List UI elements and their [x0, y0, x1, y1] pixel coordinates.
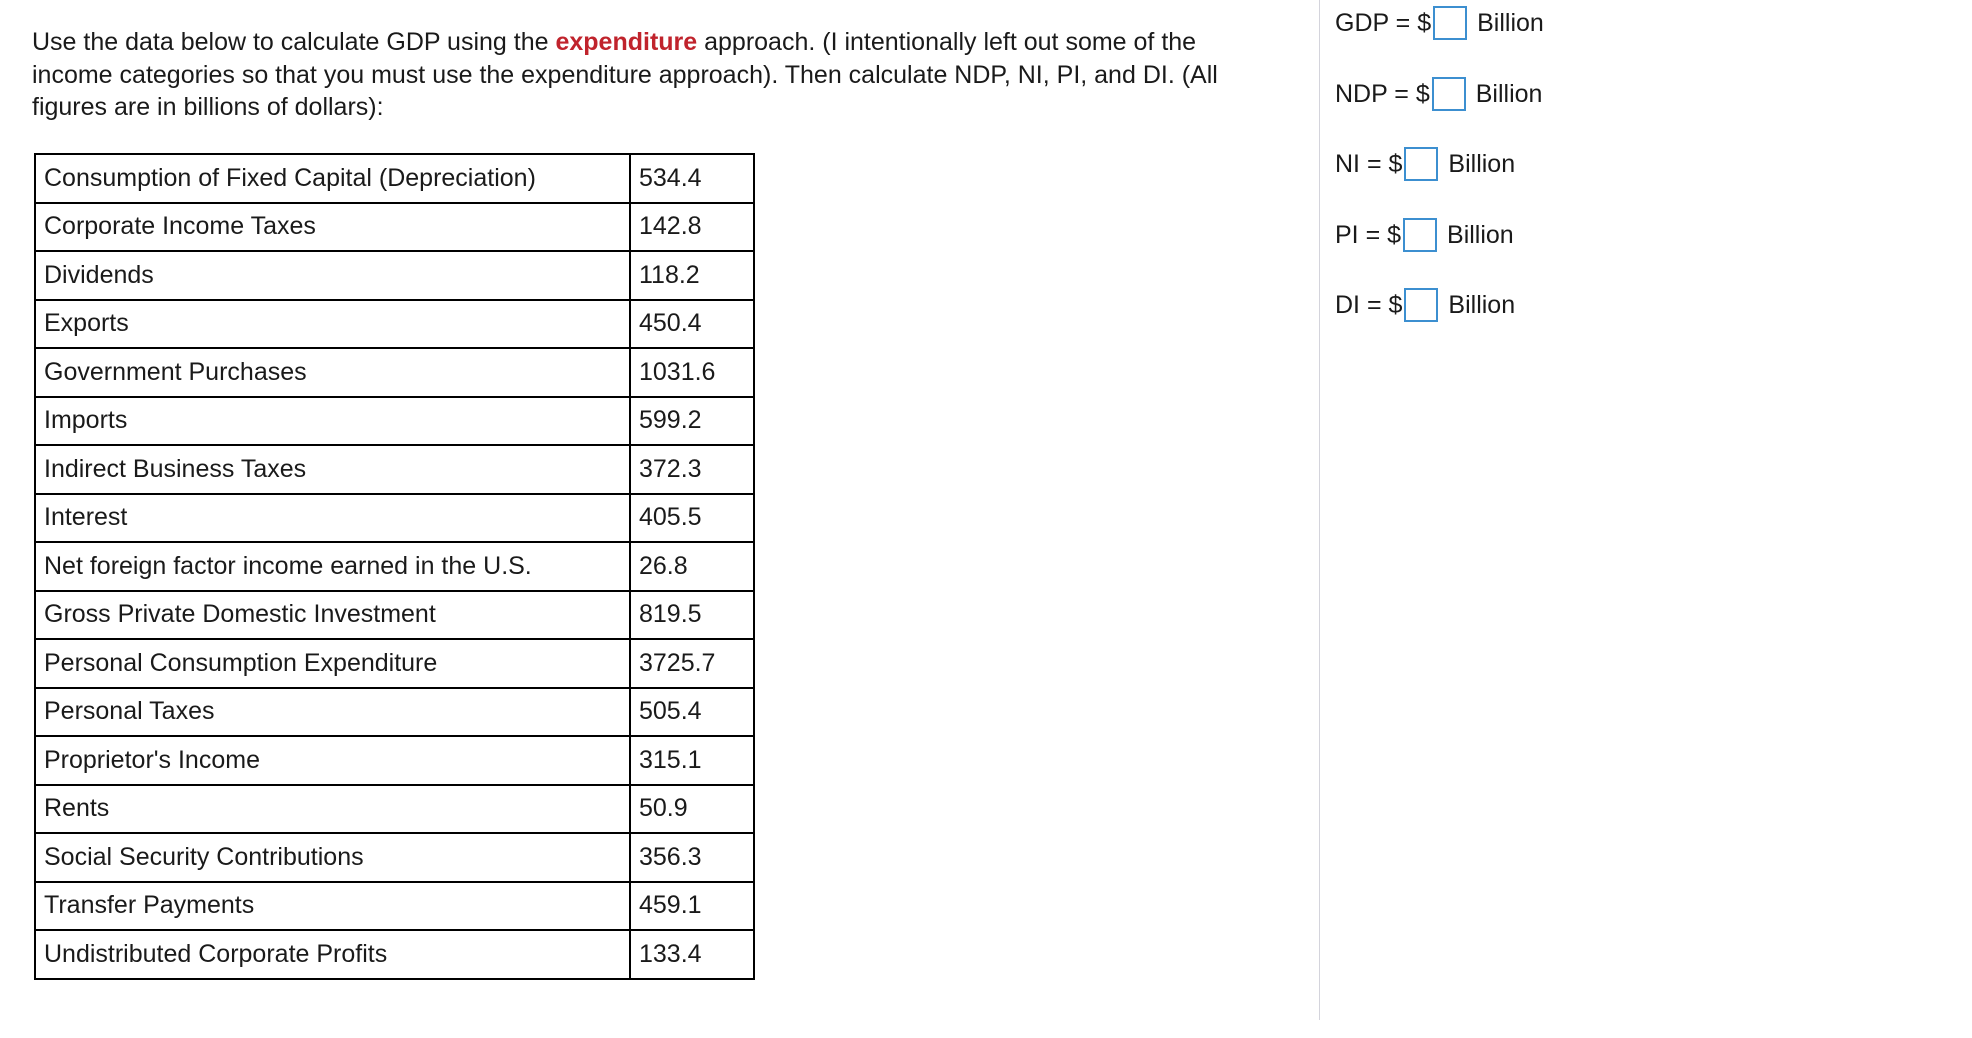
- expenditure-highlight: expenditure: [555, 28, 698, 56]
- row-value: 459.1: [630, 882, 754, 931]
- row-value: 118.2: [630, 251, 754, 300]
- ni-label: NI = $: [1335, 149, 1403, 178]
- question-text-line2: income categories so that you must use the expenditure approach). Then calculate NDP, NI, PI, and DI. (All: [32, 60, 1218, 89]
- table-row: [35, 494, 754, 543]
- gdp-input[interactable]: [1433, 6, 1467, 40]
- row-value: 356.3: [630, 833, 754, 882]
- row-value: 599.2: [630, 397, 754, 446]
- table-row: [35, 397, 754, 446]
- row-value: 133.4: [630, 930, 754, 979]
- row-label: Social Security Contributions: [35, 833, 630, 882]
- ni-unit: Billion: [1448, 149, 1516, 178]
- ni-answer-row: [1335, 146, 1515, 182]
- row-label: Net foreign factor income earned in the U.S.: [35, 542, 630, 591]
- row-label: Transfer Payments: [35, 882, 630, 931]
- row-value: 450.4: [630, 300, 754, 349]
- row-label: Imports: [35, 397, 630, 446]
- gdp-label: GDP = $: [1335, 8, 1432, 37]
- row-label: Undistributed Corporate Profits: [35, 930, 630, 979]
- pi-input[interactable]: [1403, 218, 1437, 252]
- ndp-unit: Billion: [1475, 79, 1543, 108]
- table-row: [35, 930, 754, 979]
- table-row: [35, 688, 754, 737]
- di-label: DI = $: [1335, 290, 1403, 319]
- table-row: [35, 591, 754, 640]
- table-row: [35, 154, 754, 203]
- di-input[interactable]: [1404, 288, 1438, 322]
- row-value: 1031.6: [630, 348, 754, 397]
- row-label: Gross Private Domestic Investment: [35, 591, 630, 640]
- row-label: Personal Consumption Expenditure: [35, 639, 630, 688]
- row-value: 505.4: [630, 688, 754, 737]
- di-answer-row: [1335, 287, 1515, 323]
- table-row: [35, 203, 754, 252]
- gdp-unit: Billion: [1477, 8, 1544, 37]
- row-value: 372.3: [630, 445, 754, 494]
- row-label: Interest: [35, 494, 630, 543]
- pi-label: PI = $: [1335, 220, 1402, 249]
- ni-input[interactable]: [1404, 147, 1438, 181]
- question-text-line3: figures are in billions of dollars):: [32, 93, 384, 121]
- row-label: Personal Taxes: [35, 688, 630, 737]
- row-label: Rents: [35, 785, 630, 834]
- ndp-label: NDP = $: [1335, 79, 1430, 108]
- pi-unit: Billion: [1447, 220, 1514, 249]
- table-row: [35, 639, 754, 688]
- question-text: [32, 26, 1312, 124]
- gdp-answer-row: [1335, 5, 1544, 41]
- table-row: [35, 445, 754, 494]
- question-text-start: Use the data below to calculate GDP using the: [32, 28, 556, 56]
- row-value: 534.4: [630, 154, 754, 203]
- question-text-line1-end: approach. (I intentionally left out some of the: [697, 28, 1197, 56]
- table-row: [35, 348, 754, 397]
- row-label: Indirect Business Taxes: [35, 445, 630, 494]
- table-row: [35, 833, 754, 882]
- table-row: [35, 542, 754, 591]
- ndp-input[interactable]: [1432, 77, 1466, 111]
- ndp-answer-row: [1335, 76, 1542, 112]
- row-value: 819.5: [630, 591, 754, 640]
- row-label: Government Purchases: [35, 348, 630, 397]
- row-label: Proprietor's Income: [35, 736, 630, 785]
- table-row: [35, 882, 754, 931]
- row-value: 315.1: [630, 736, 754, 785]
- row-value: 142.8: [630, 203, 754, 252]
- row-label: Consumption of Fixed Capital (Depreciation): [35, 154, 630, 203]
- row-value: 26.8: [630, 542, 754, 591]
- table-row: [35, 785, 754, 834]
- data-table: [34, 153, 755, 980]
- row-label: Dividends: [35, 251, 630, 300]
- di-unit: Billion: [1448, 290, 1516, 319]
- table-row: [35, 736, 754, 785]
- row-value: 3725.7: [630, 639, 754, 688]
- row-label: Exports: [35, 300, 630, 349]
- column-divider: [1319, 0, 1320, 1020]
- table-row: [35, 300, 754, 349]
- row-value: 50.9: [630, 785, 754, 834]
- row-label: Corporate Income Taxes: [35, 203, 630, 252]
- pi-answer-row: [1335, 217, 1514, 253]
- row-value: 405.5: [630, 494, 754, 543]
- table-row: [35, 251, 754, 300]
